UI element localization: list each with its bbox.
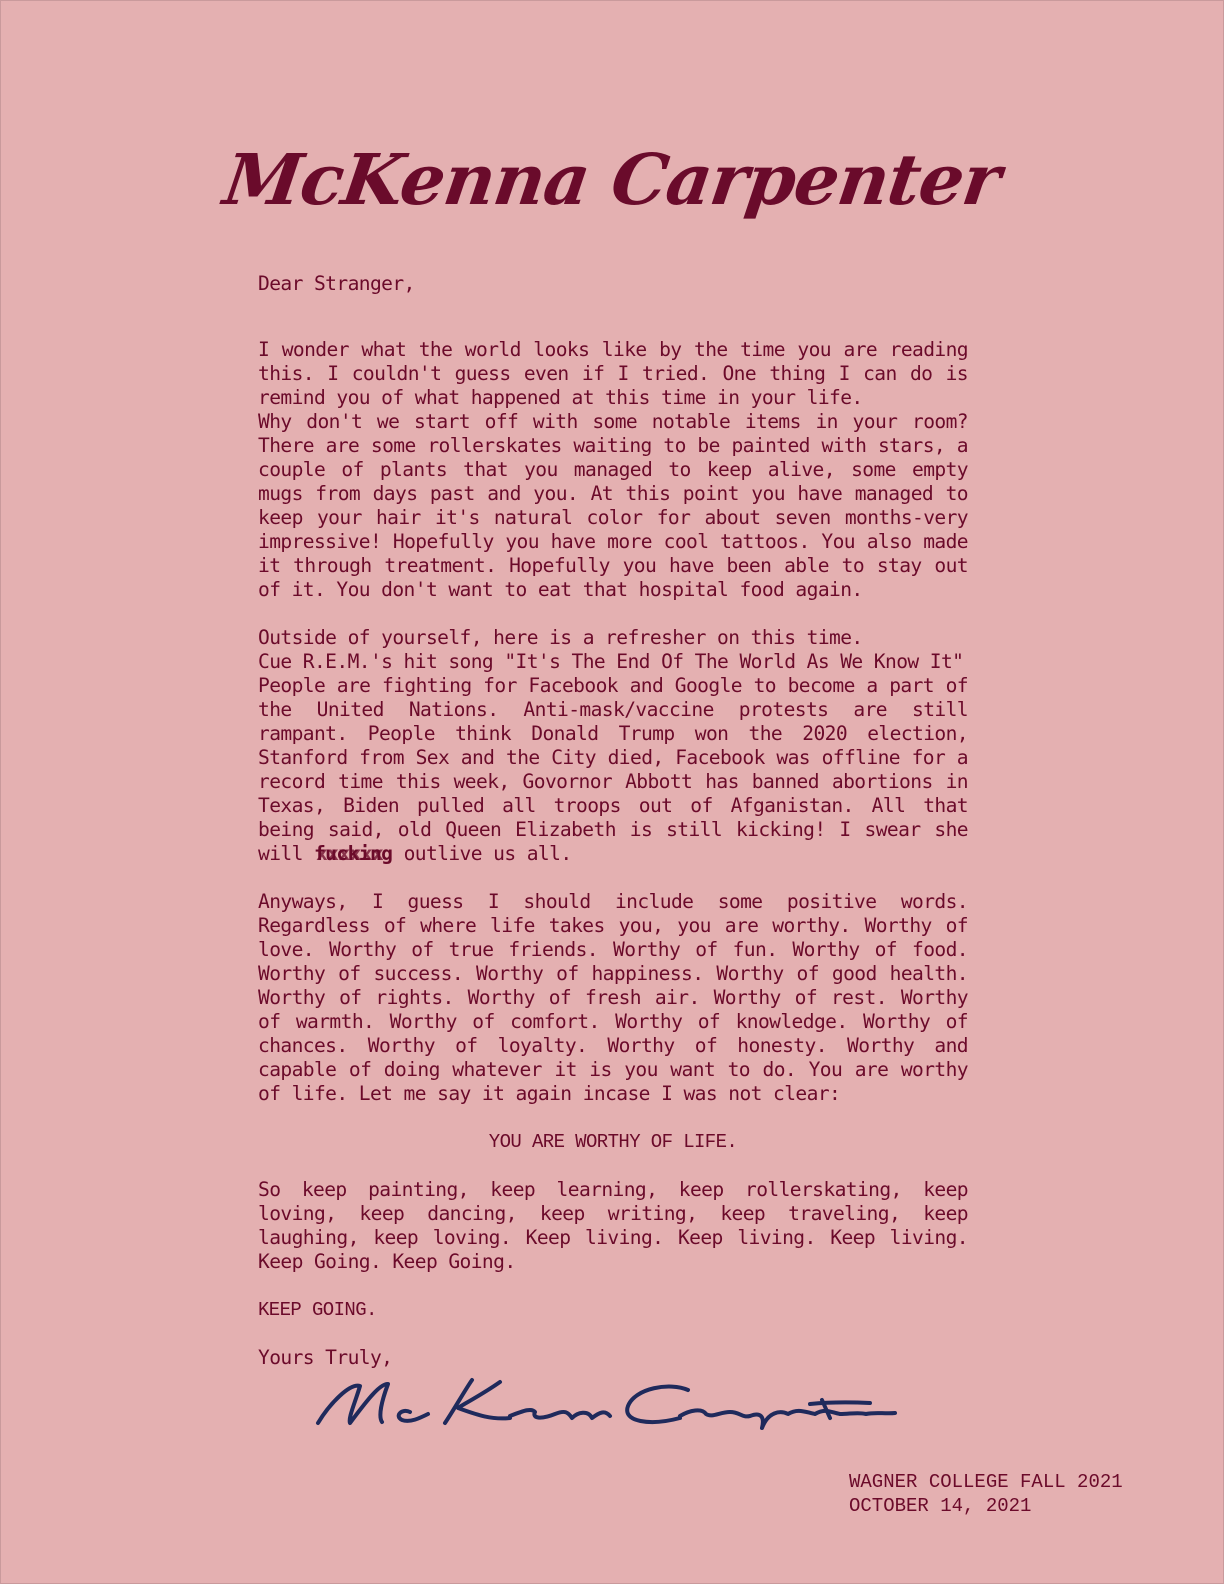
keep-going-line: KEEP GOING.	[258, 1299, 377, 1321]
struck-word: fucking xxxxxx	[314, 842, 392, 866]
emphasis-line: YOU ARE WORTHY OF LIFE.	[488, 1131, 738, 1153]
letterhead-name: McKenna Carpenter	[218, 138, 1006, 221]
paragraph-worthy: Anyways, I guess I should include some positive words. Regardless of where life takes you, you are worthy. Worthy of love. Worthy of true friends. Worthy of fun. Worthy of food. Worthy of success. Worthy of happiness. Worthy of good health. Worthy of rights. Worthy of fresh air. Worthy of rest. Worthy of warmth. Worthy of comfort. Worthy of knowledge. Worthy of chances. Worthy of loyalty. Worthy of honesty. Worthy and capable of doing whatever it is you want to do. You are worthy of life. Let me say it again incase I was not clear:	[258, 890, 968, 1105]
news-end-post: outlive us all.	[392, 842, 572, 865]
paragraph-song-cue: Cue R.E.M.'s hit song "It's The End Of The World As We Know It"	[258, 650, 964, 673]
paragraph-intro: I wonder what the world looks like by the time you are reading this. I couldn't guess even if I tried. One thing I can do is remind you of what happened at this time in your life.	[258, 338, 968, 409]
paragraph-news	[258, 674, 968, 866]
news-text: People are fighting for Facebook and Google to become a part of the United Nations. Anti-mask/vaccine protests are still rampant. People think Donald Trump won the 2020 election, Stanford from Sex and the City died, Facebook was offline for a record time this week, Govornor Abbott has banned abortions in Texas, Biden pulled all troops out of Afganistan. All that being said, old Queen Elizabeth is still kicking! I swear she	[258, 674, 968, 841]
paragraph-room: Why don't we start off with some notable items in your room? There are some rollerskates waiting to be painted with stars, a couple of plants that you managed to keep alive, some empty mugs from days past and you. At this point you have managed to keep your hair it's natural color for about seven months-very impressive! Hopefully you have more cool tattoos. You also made it through treatment. Hopefully you have been able to stay out of it. You don't want to eat that hospital food again.	[258, 410, 968, 601]
footer-block	[849, 1470, 1123, 1518]
news-end-pre: will	[258, 842, 314, 865]
footer-date: OCTOBER 14, 2021	[849, 1495, 1032, 1517]
paragraph-refresher-intro: Outside of yourself, here is a refresher on this time.	[258, 626, 863, 649]
greeting: Dear Stranger,	[258, 272, 415, 295]
signature	[310, 1368, 910, 1448]
paragraph-keep: So keep painting, keep learning, keep rollerskating, keep loving, keep dancing, keep writing, keep traveling, keep laughing, keep loving. Keep living. Keep living. Keep living. Keep Going. Keep Going.	[258, 1178, 968, 1273]
letter-body	[258, 272, 968, 1370]
closing: Yours Truly,	[258, 1346, 393, 1369]
footer-college: WAGNER COLLEGE FALL 2021	[849, 1471, 1123, 1493]
